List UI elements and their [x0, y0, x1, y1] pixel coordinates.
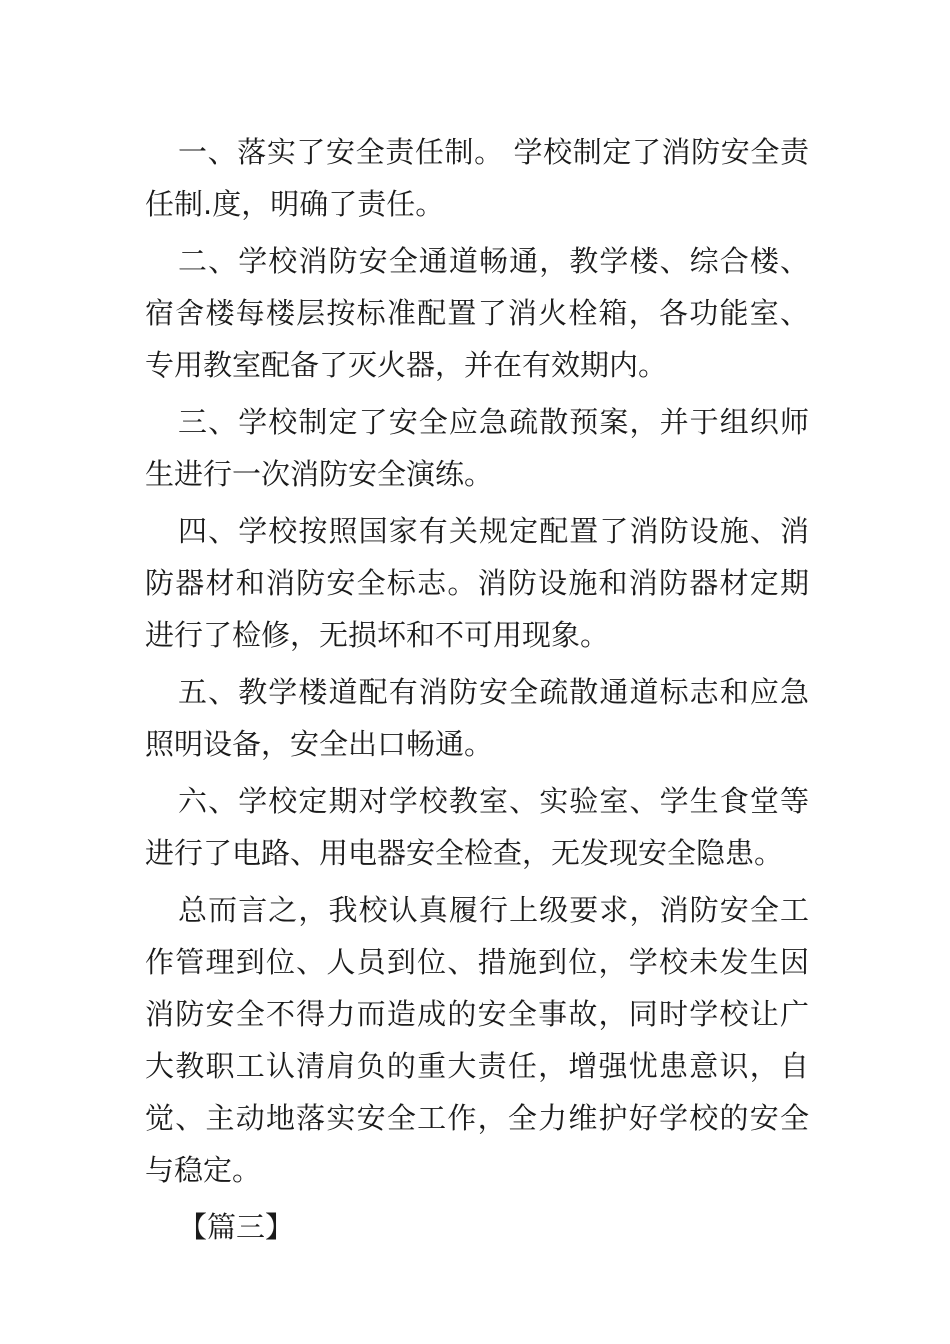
document-body	[145, 126, 809, 1254]
paragraph-6: 六、学校定期对学校教室、实验室、学生食堂等进行了电路、用电器安全检查，无发现安全隐患。	[145, 784, 809, 870]
section-heading: 【篇三】	[178, 1210, 295, 1244]
paragraph-2: 二、学校消防安全通道畅通，教学楼、综合楼、宿舍楼每楼层按标准配置了消火栓箱，各功能室、专用教室配备了灭火器，并在有效期内。	[145, 244, 809, 382]
paragraph-1: 一、落实了安全责任制。 学校制定了消防安全责任制.度，明确了责任。	[145, 135, 809, 221]
paragraph-summary: 总而言之，我校认真履行上级要求，消防安全工作管理到位、人员到位、措施到位，学校未发生因消防安全不得力而造成的安全事故，同时学校让广大教职工认清肩负的重大责任，增强忧患意识，自觉、主动地落实安全工作，全力维护好学校的安全与稳定。	[145, 893, 809, 1187]
paragraph-4: 四、学校按照国家有关规定配置了消防设施、消防器材和消防安全标志。消防设施和消防器材定期进行了检修，无损坏和不可用现象。	[145, 514, 809, 652]
paragraph-3: 三、学校制定了安全应急疏散预案，并于组织师生进行一次消防安全演练。	[145, 405, 809, 491]
paragraph-5: 五、教学楼道配有消防安全疏散通道标志和应急照明设备，安全出口畅通。	[145, 675, 809, 761]
